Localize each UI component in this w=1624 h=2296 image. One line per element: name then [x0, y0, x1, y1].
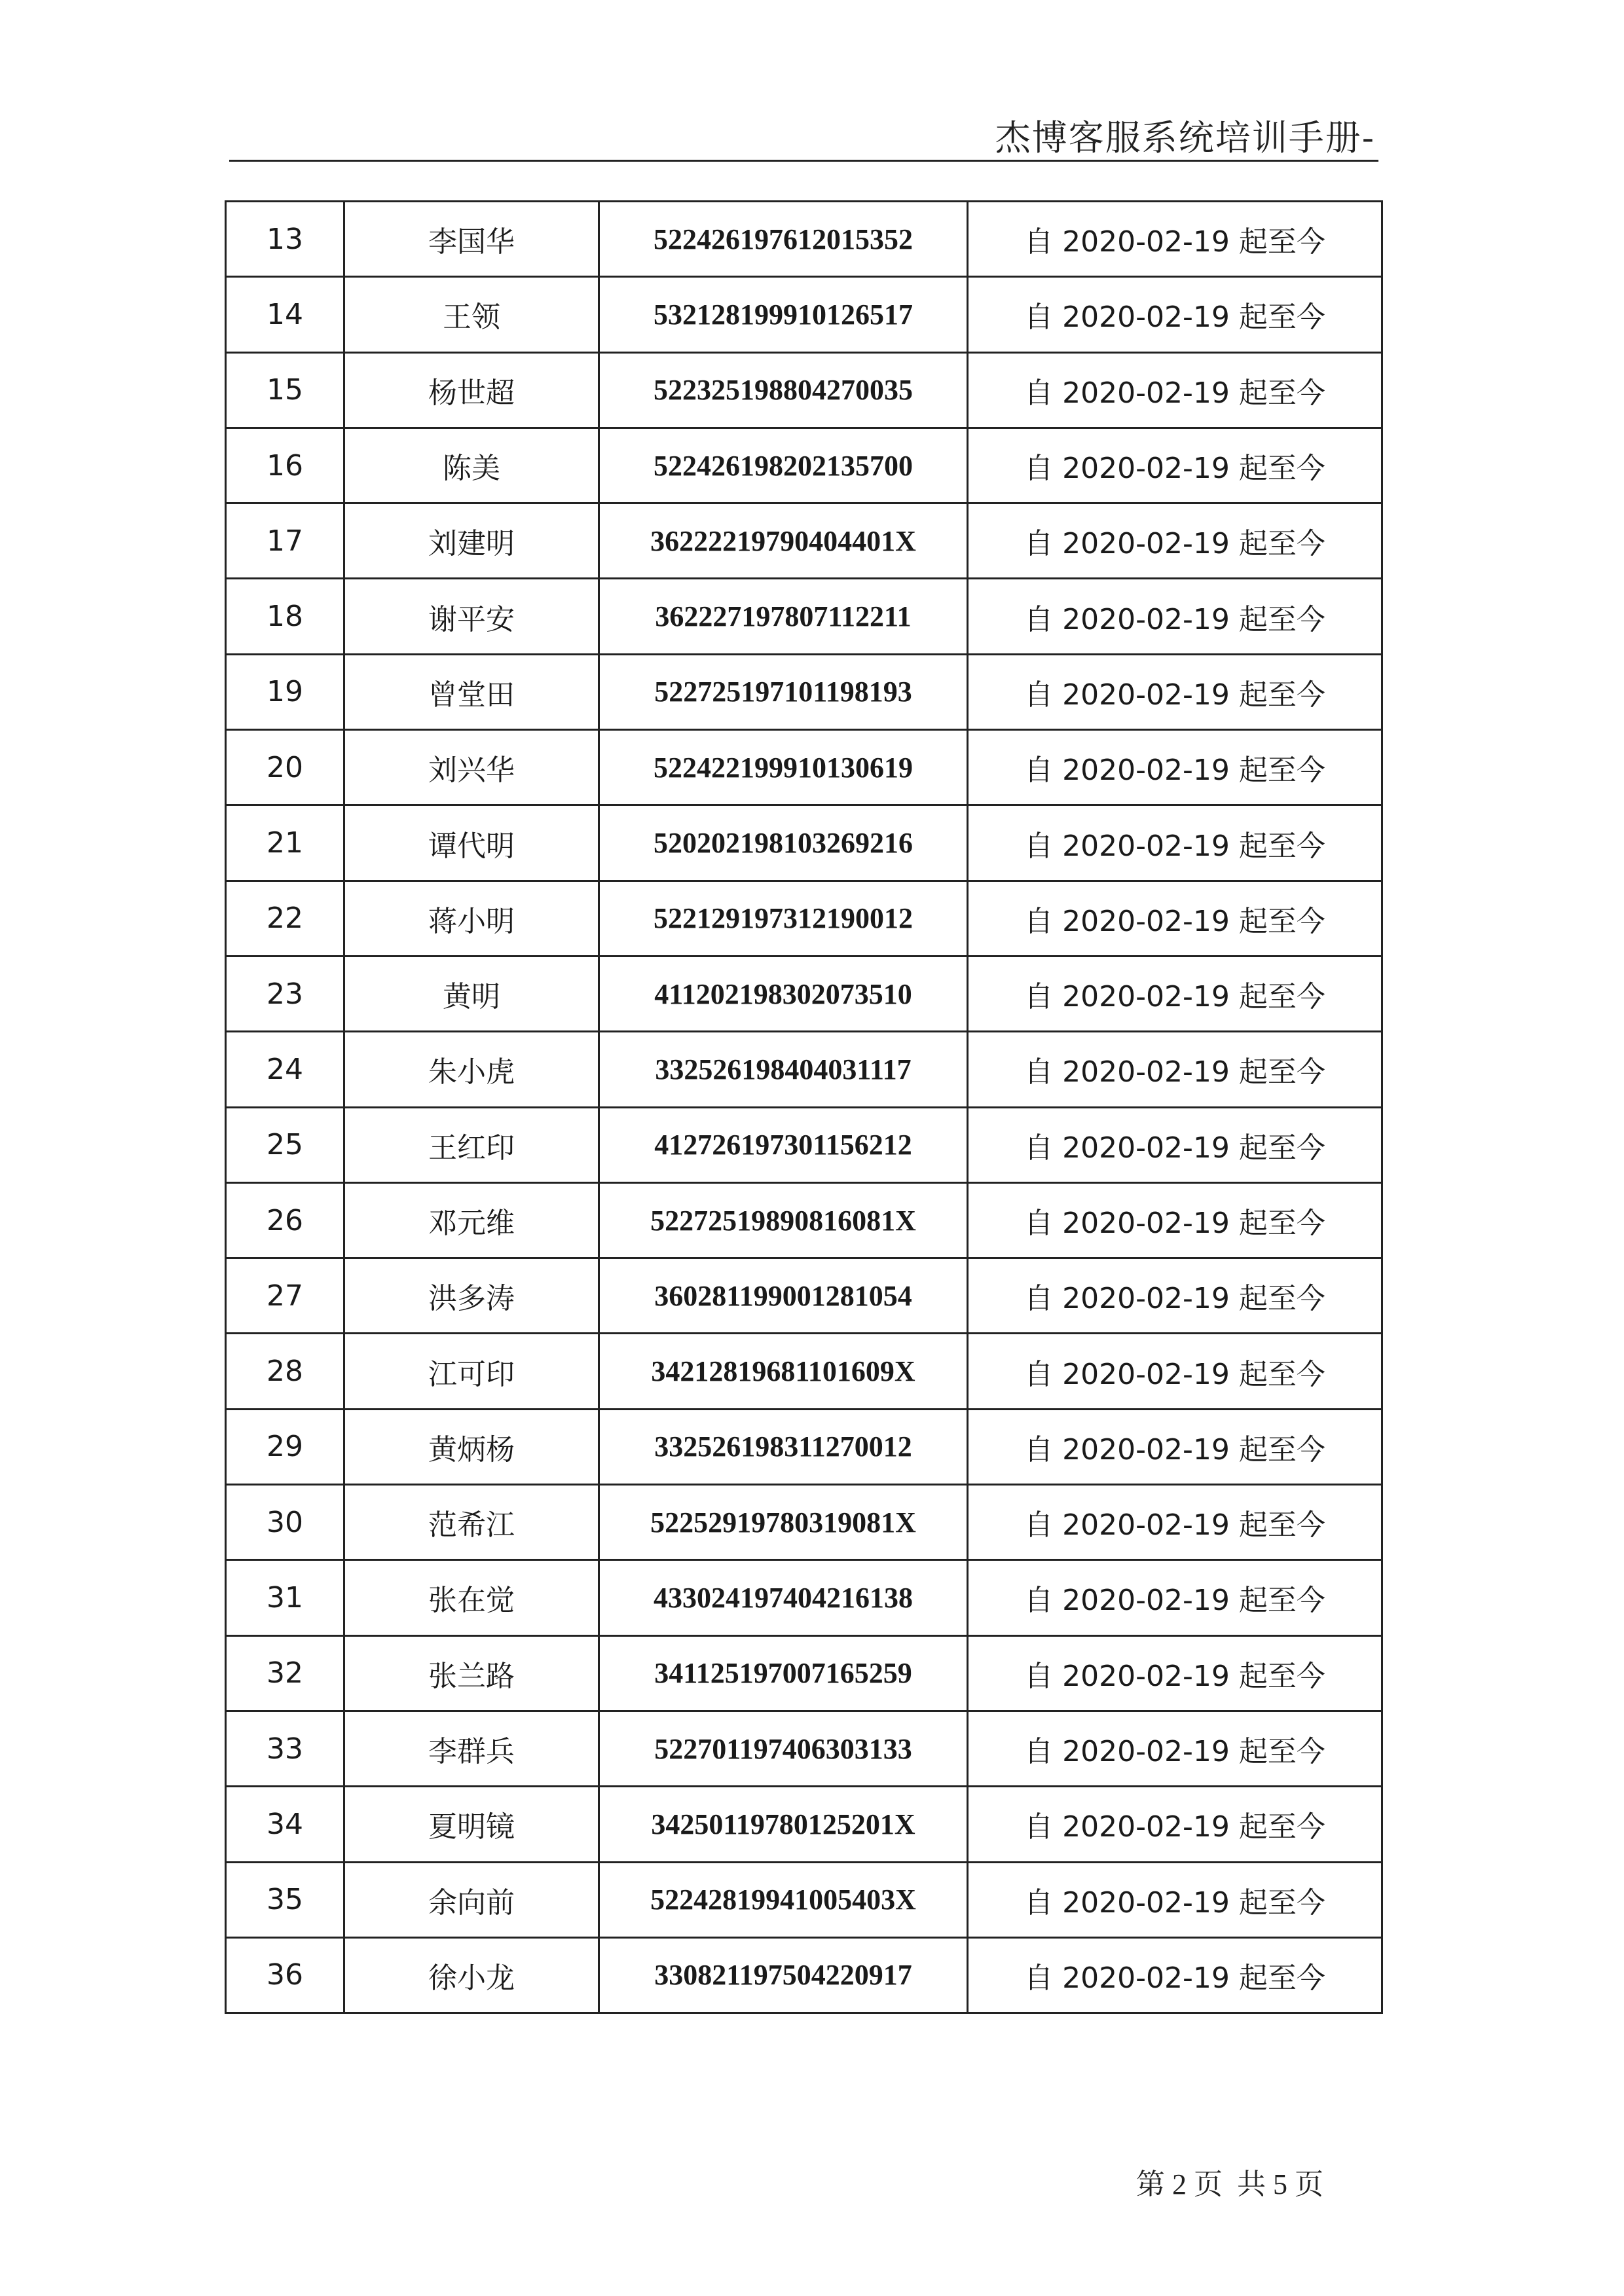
- period-cell: 自 2020-02-19 起至今: [968, 1635, 1382, 1711]
- row-number-cell: 30: [226, 1485, 344, 1560]
- period-cell: 自 2020-02-19 起至今: [968, 352, 1382, 428]
- row-number-cell: 20: [226, 730, 344, 805]
- name-cell: 洪多涛: [344, 1258, 599, 1334]
- table-row: [226, 1032, 1382, 1107]
- row-number-cell: 24: [226, 1032, 344, 1107]
- period-cell: 自 2020-02-19 起至今: [968, 503, 1382, 579]
- id-number-cell: 52252919780319081X: [599, 1485, 968, 1560]
- row-number-cell: 14: [226, 277, 344, 352]
- name-cell: 谢平安: [344, 579, 599, 654]
- name-cell: 张在觉: [344, 1560, 599, 1635]
- id-number-cell: 522725197101198193: [599, 654, 968, 729]
- row-number-cell: 29: [226, 1409, 344, 1484]
- name-cell: 范希江: [344, 1485, 599, 1560]
- table-row: [226, 730, 1382, 805]
- period-cell: 自 2020-02-19 起至今: [968, 1182, 1382, 1258]
- table-row: [226, 1107, 1382, 1182]
- row-number-cell: 21: [226, 805, 344, 881]
- name-cell: 李群兵: [344, 1711, 599, 1786]
- personnel-table: [225, 200, 1383, 2014]
- id-number-cell: 52272519890816081X: [599, 1182, 968, 1258]
- period-cell: 自 2020-02-19 起至今: [968, 1711, 1382, 1786]
- row-number-cell: 15: [226, 352, 344, 428]
- name-cell: 谭代明: [344, 805, 599, 881]
- id-number-cell: 52242819941005403X: [599, 1862, 968, 1937]
- id-number-cell: 34212819681101609X: [599, 1334, 968, 1409]
- name-cell: 黄炳杨: [344, 1409, 599, 1484]
- page-number: 第 2 页 共 5 页: [1136, 2168, 1323, 2200]
- period-cell: 自 2020-02-19 起至今: [968, 1409, 1382, 1484]
- row-number-cell: 31: [226, 1560, 344, 1635]
- id-number-cell: 522129197312190012: [599, 881, 968, 956]
- table-row: [226, 1485, 1382, 1560]
- name-cell: 夏明镜: [344, 1787, 599, 1862]
- row-number-cell: 22: [226, 881, 344, 956]
- name-cell: 黄明: [344, 956, 599, 1031]
- name-cell: 蒋小明: [344, 881, 599, 956]
- header-divider: [229, 160, 1378, 162]
- period-cell: 自 2020-02-19 起至今: [968, 1032, 1382, 1107]
- row-number-cell: 13: [226, 202, 344, 277]
- period-cell: 自 2020-02-19 起至今: [968, 1560, 1382, 1635]
- name-cell: 江可印: [344, 1334, 599, 1409]
- row-number-cell: 34: [226, 1787, 344, 1862]
- name-cell: 王红印: [344, 1107, 599, 1182]
- name-cell: 李国华: [344, 202, 599, 277]
- id-number-cell: 522426198202135700: [599, 428, 968, 503]
- row-number-cell: 27: [226, 1258, 344, 1334]
- row-number-cell: 19: [226, 654, 344, 729]
- row-number-cell: 28: [226, 1334, 344, 1409]
- header-title: 杰博客服系统培训手册-: [995, 117, 1375, 158]
- name-cell: 朱小虎: [344, 1032, 599, 1107]
- table-row: [226, 352, 1382, 428]
- table-row: [226, 956, 1382, 1031]
- period-cell: 自 2020-02-19 起至今: [968, 428, 1382, 503]
- table-row: [226, 654, 1382, 729]
- id-number-cell: 532128199910126517: [599, 277, 968, 352]
- name-cell: 邓元维: [344, 1182, 599, 1258]
- table-row: [226, 1334, 1382, 1409]
- table-row: [226, 1182, 1382, 1258]
- name-cell: 曾堂田: [344, 654, 599, 729]
- id-number-cell: 36222219790404401X: [599, 503, 968, 579]
- id-number-cell: 522701197406303133: [599, 1711, 968, 1786]
- name-cell: 王领: [344, 277, 599, 352]
- id-number-cell: 330821197504220917: [599, 1937, 968, 2013]
- table-row: [226, 428, 1382, 503]
- period-cell: 自 2020-02-19 起至今: [968, 1485, 1382, 1560]
- table-row: [226, 1258, 1382, 1334]
- id-number-cell: 360281199001281054: [599, 1258, 968, 1334]
- table-row: [226, 1787, 1382, 1862]
- row-number-cell: 17: [226, 503, 344, 579]
- period-cell: 自 2020-02-19 起至今: [968, 202, 1382, 277]
- period-cell: 自 2020-02-19 起至今: [968, 1862, 1382, 1937]
- name-cell: 张兰路: [344, 1635, 599, 1711]
- period-cell: 自 2020-02-19 起至今: [968, 881, 1382, 956]
- id-number-cell: 522426197612015352: [599, 202, 968, 277]
- period-cell: 自 2020-02-19 起至今: [968, 277, 1382, 352]
- table-row: [226, 1711, 1382, 1786]
- name-cell: 刘兴华: [344, 730, 599, 805]
- table-body: [226, 202, 1382, 2013]
- table-row: [226, 1560, 1382, 1635]
- row-number-cell: 23: [226, 956, 344, 1031]
- table-row: [226, 1937, 1382, 2013]
- id-number-cell: 522422199910130619: [599, 730, 968, 805]
- period-cell: 自 2020-02-19 起至今: [968, 1937, 1382, 2013]
- table-row: [226, 579, 1382, 654]
- name-cell: 余向前: [344, 1862, 599, 1937]
- period-cell: 自 2020-02-19 起至今: [968, 1334, 1382, 1409]
- id-number-cell: 412726197301156212: [599, 1107, 968, 1182]
- row-number-cell: 16: [226, 428, 344, 503]
- id-number-cell: 332526198311270012: [599, 1409, 968, 1484]
- row-number-cell: 35: [226, 1862, 344, 1937]
- row-number-cell: 18: [226, 579, 344, 654]
- row-number-cell: 32: [226, 1635, 344, 1711]
- name-cell: 杨世超: [344, 352, 599, 428]
- name-cell: 刘建明: [344, 503, 599, 579]
- row-number-cell: 33: [226, 1711, 344, 1786]
- table-row: [226, 1862, 1382, 1937]
- row-number-cell: 25: [226, 1107, 344, 1182]
- table-row: [226, 1409, 1382, 1484]
- id-number-cell: 362227197807112211: [599, 579, 968, 654]
- id-number-cell: 520202198103269216: [599, 805, 968, 881]
- id-number-cell: 341125197007165259: [599, 1635, 968, 1711]
- row-number-cell: 36: [226, 1937, 344, 2013]
- table-row: [226, 277, 1382, 352]
- period-cell: 自 2020-02-19 起至今: [968, 1787, 1382, 1862]
- period-cell: 自 2020-02-19 起至今: [968, 730, 1382, 805]
- table-row: [226, 1635, 1382, 1711]
- period-cell: 自 2020-02-19 起至今: [968, 654, 1382, 729]
- table-row: [226, 202, 1382, 277]
- period-cell: 自 2020-02-19 起至今: [968, 1107, 1382, 1182]
- table-row: [226, 881, 1382, 956]
- id-number-cell: 433024197404216138: [599, 1560, 968, 1635]
- name-cell: 徐小龙: [344, 1937, 599, 2013]
- period-cell: 自 2020-02-19 起至今: [968, 805, 1382, 881]
- id-number-cell: 411202198302073510: [599, 956, 968, 1031]
- table-row: [226, 503, 1382, 579]
- table-row: [226, 805, 1382, 881]
- period-cell: 自 2020-02-19 起至今: [968, 1258, 1382, 1334]
- id-number-cell: 522325198804270035: [599, 352, 968, 428]
- row-number-cell: 26: [226, 1182, 344, 1258]
- period-cell: 自 2020-02-19 起至今: [968, 579, 1382, 654]
- name-cell: 陈美: [344, 428, 599, 503]
- id-number-cell: 34250119780125201X: [599, 1787, 968, 1862]
- period-cell: 自 2020-02-19 起至今: [968, 956, 1382, 1031]
- id-number-cell: 332526198404031117: [599, 1032, 968, 1107]
